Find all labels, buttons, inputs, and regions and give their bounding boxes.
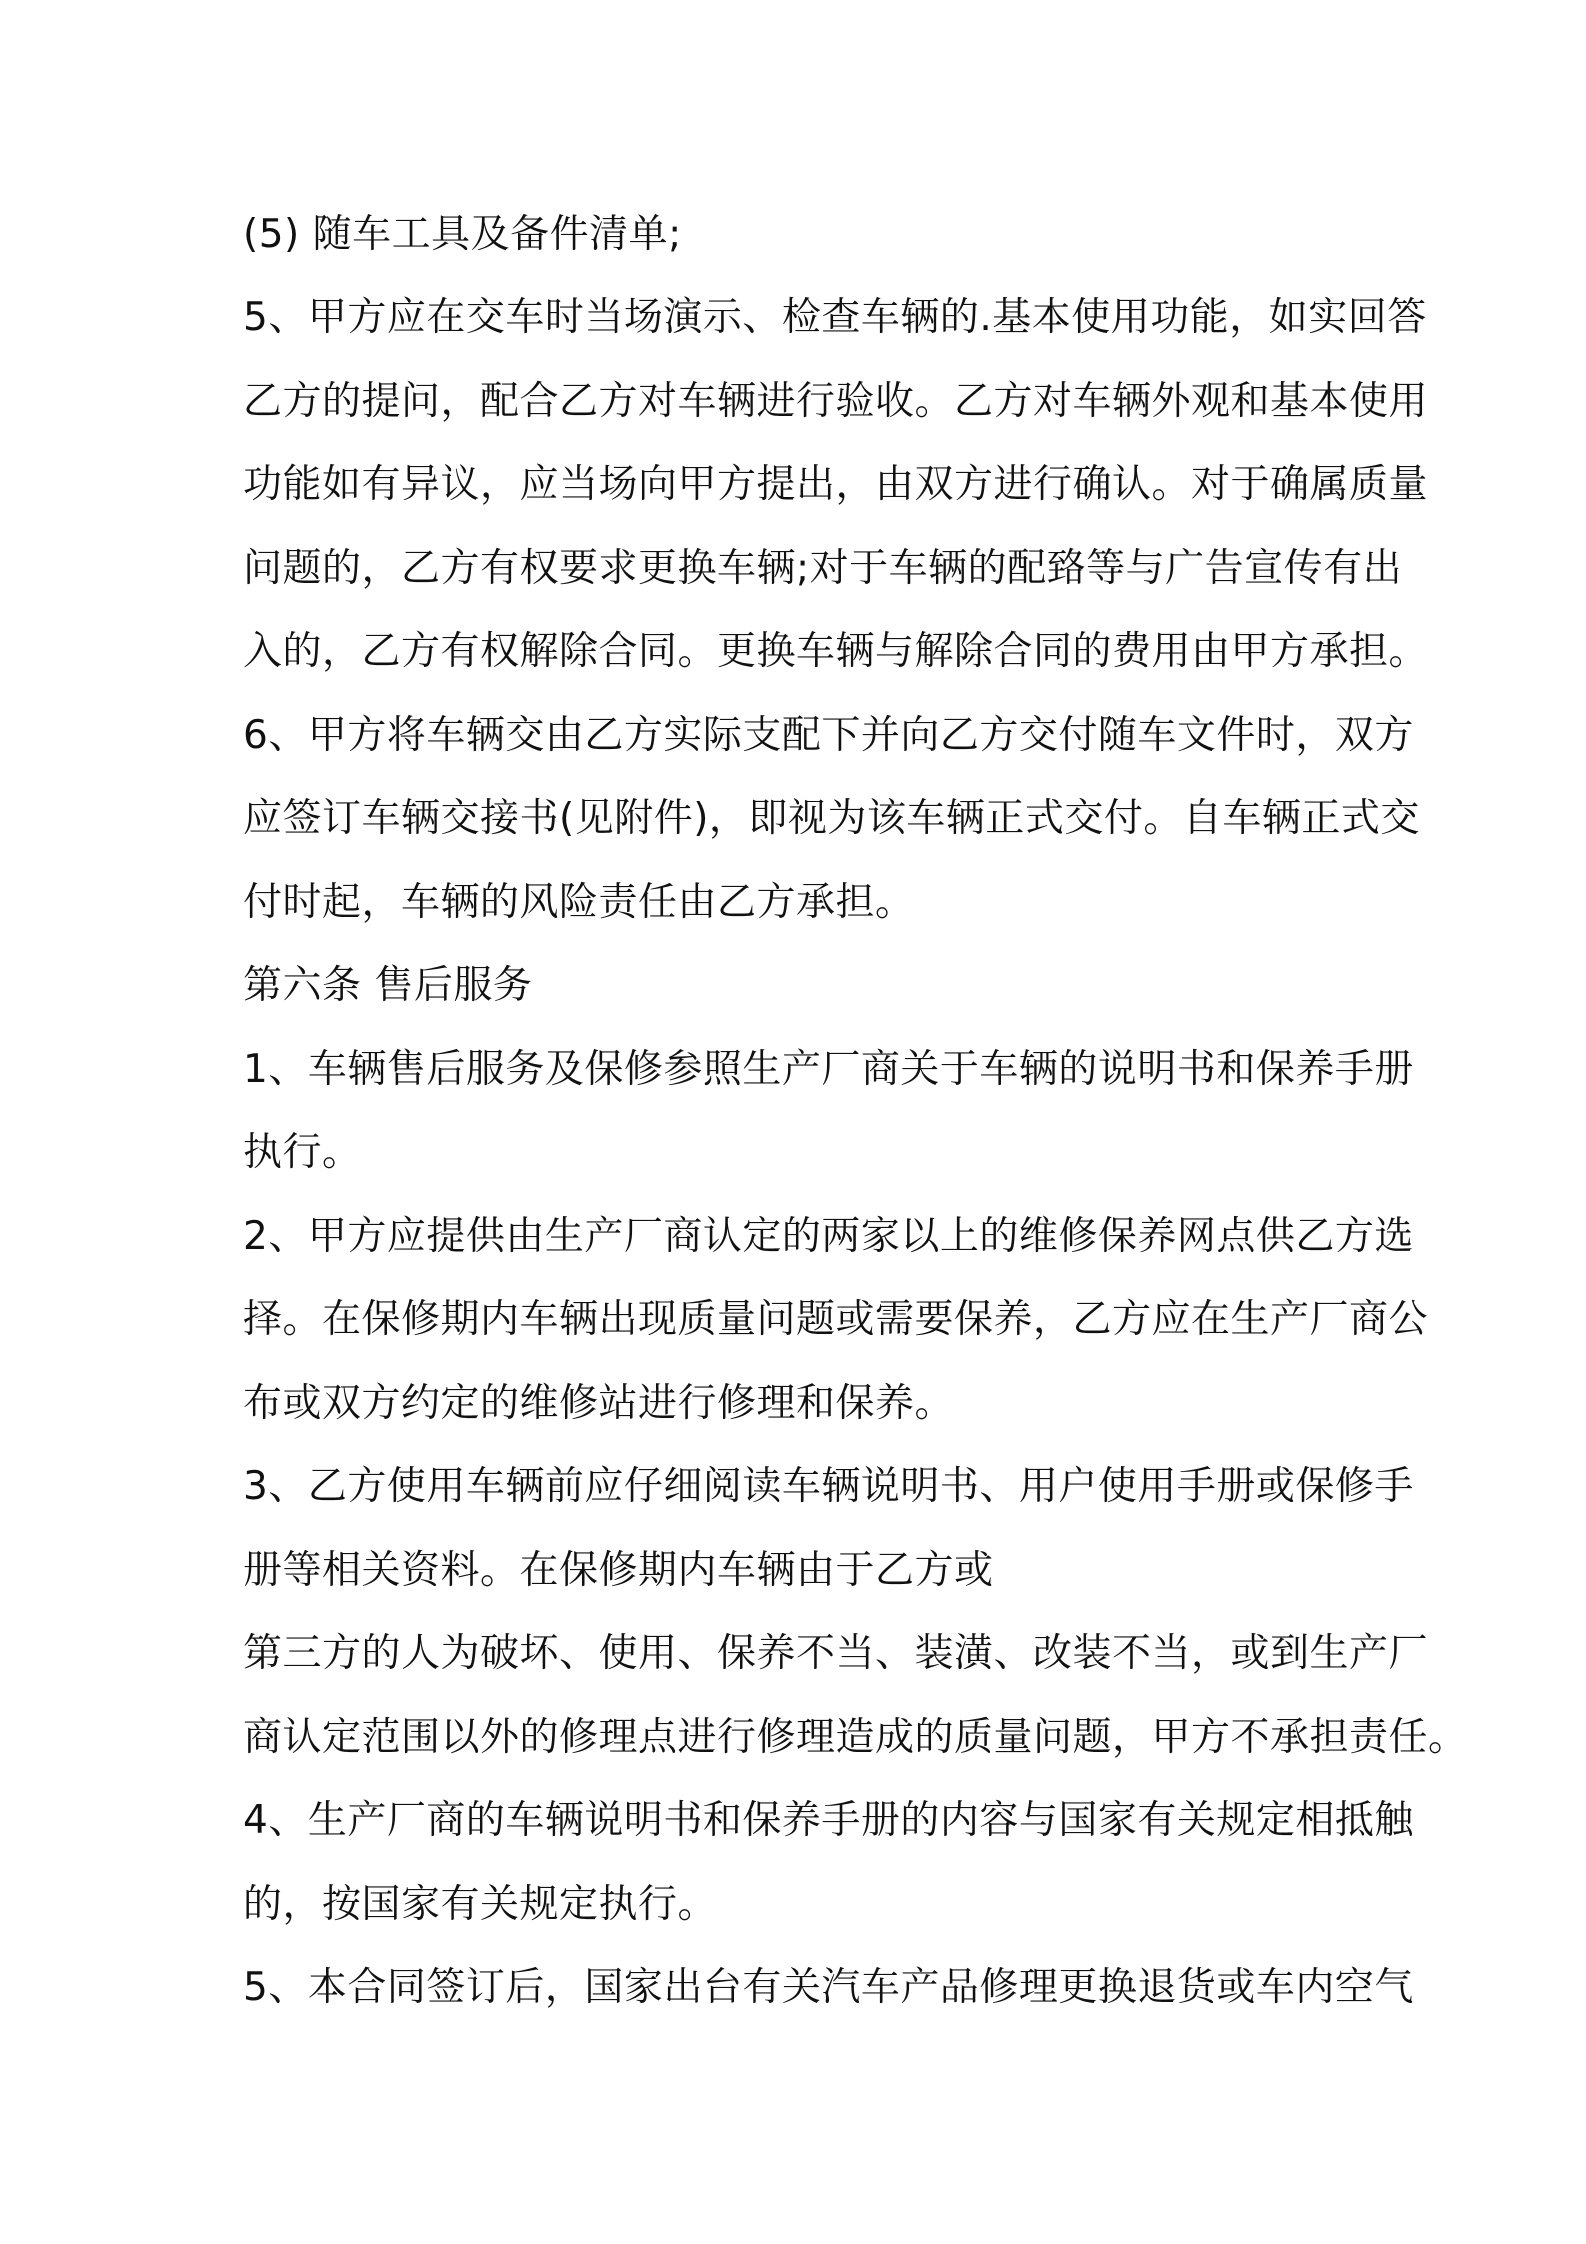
text-line: 1、车辆售后服务及保修参照生产厂商关于车辆的说明书和保养手册 — [243, 1047, 1414, 1092]
text-line: 册等相关资料。在保修期内车辆由于乙方或 — [243, 1548, 994, 1593]
text-line: 3、乙方使用车辆前应仔细阅读车辆说明书、用户使用手册或保修手 — [243, 1464, 1414, 1509]
text-line: 付时起，车辆的风险责任由乙方承担。 — [243, 880, 915, 925]
text-line: 4、生产厂商的车辆说明书和保养手册的内容与国家有关规定相抵触 — [243, 1798, 1414, 1843]
text-line: 择。在保修期内车辆出现质量问题或需要保养，乙方应在生产厂商公 — [243, 1297, 1429, 1342]
text-line: 5、本合同签订后，国家出台有关汽车产品修理更换退货或车内空气 — [243, 1965, 1414, 2010]
text-line: 5、甲方应在交车时当场演示、检查车辆的.基本使用功能，如实回答 — [243, 295, 1427, 340]
text-line: 商认定范围以外的修理点进行修理造成的质量问题，甲方不承担责任。 — [243, 1715, 1468, 1760]
section-heading: 第六条 售后服务 — [243, 963, 533, 1008]
text-line: 的，按国家有关规定执行。 — [243, 1882, 718, 1927]
text-line: 执行。 — [243, 1130, 362, 1175]
text-line: 功能如有异议，应当场向甲方提出，由双方进行确认。对于确属质量 — [243, 462, 1429, 507]
text-line: (5) 随车工具及备件清单; — [243, 212, 682, 257]
text-line: 乙方的提问，配合乙方对车辆进行验收。乙方对车辆外观和基本使用 — [243, 379, 1429, 424]
text-line: 入的，乙方有权解除合同。更换车辆与解除合同的费用由甲方承担。 — [243, 629, 1429, 674]
text-line: 应签订车辆交接书(见附件)，即视为该车辆正式交付。自车辆正式交 — [243, 796, 1420, 841]
text-line: 第三方的人为破坏、使用、保养不当、装潢、改装不当，或到生产厂 — [243, 1631, 1429, 1676]
text-line: 问题的，乙方有权要求更换车辆;对于车辆的配臵等与广告宣传有出 — [243, 546, 1403, 591]
text-line: 布或双方约定的维修站进行修理和保养。 — [243, 1381, 955, 1426]
text-line: 2、甲方应提供由生产厂商认定的两家以上的维修保养网点供乙方选 — [243, 1214, 1414, 1259]
text-line: 6、甲方将车辆交由乙方实际支配下并向乙方交付随车文件时，双方 — [243, 713, 1414, 758]
